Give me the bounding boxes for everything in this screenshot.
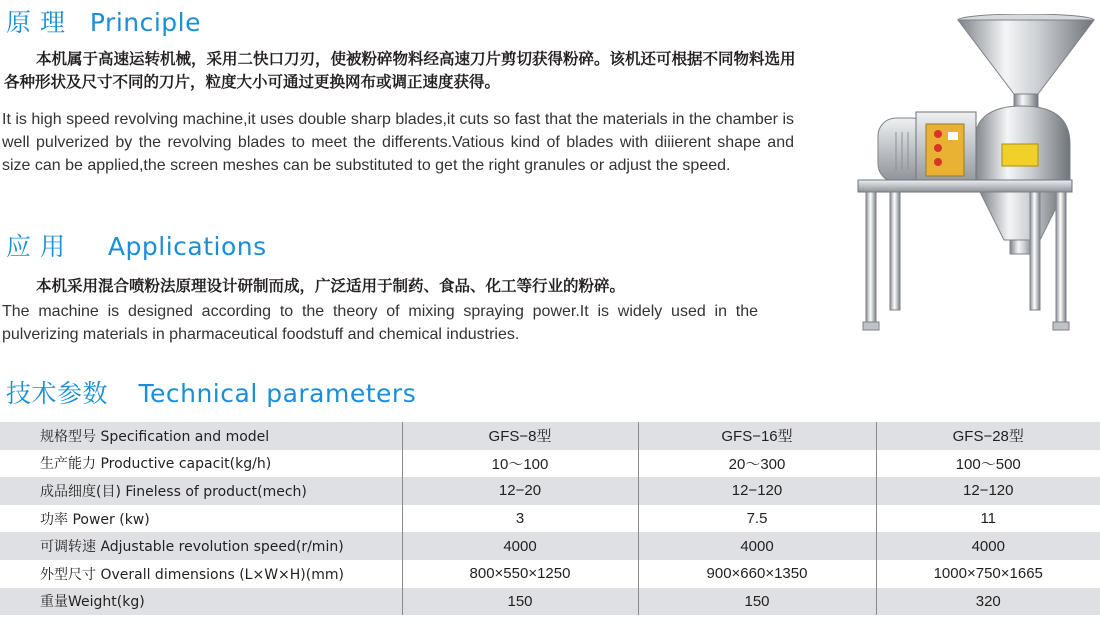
hopper [958,20,1094,94]
row-label: 生产能力 Productive capacit(kg/h) [0,450,402,478]
table-cell: 12−20 [402,477,638,505]
technical-heading-en: Technical parameters [138,379,417,408]
applications-text-cn: 本机采用混合喷粉法原理设计研制而成，广泛适用于制药、食品、化工等行业的粉碎。 [36,277,626,295]
technical-heading [6,374,416,410]
applications-heading [6,227,267,263]
principle-text-cn: 本机属于高速运转机械，采用二快口刀刃，使被粉碎物料经高速刀片剪切获得粉碎。该机还可根据不同物料选用各种形状及尺寸不同的刀片，粒度大小可通过更换网布或调正速度获得。 [4,50,796,91]
table-cell: 4000 [402,532,638,560]
table-cell: 150 [638,588,876,616]
applications-heading-cn: 应 用 [6,232,66,261]
leg-foot [863,322,879,330]
indicator-light-icon [934,130,942,138]
table-cell: GFS−16型 [638,422,876,450]
control-panel [926,124,964,176]
table-cell: 11 [876,505,1100,533]
row-label: 外型尺寸 Overall dimensions (L×W×H)(mm) [0,560,402,588]
principle-heading [6,3,201,39]
table-cell: 4000 [876,532,1100,560]
row-label: 重量Weight(kg) [0,588,402,616]
table-cell: 100～500 [876,450,1100,478]
control-switch [948,132,958,140]
table-cell: 20～300 [638,450,876,478]
principle-heading-en: Principle [89,8,201,37]
table-cell: 320 [876,588,1100,616]
table-cell: 10～100 [402,450,638,478]
pulverizer-machine-image [852,14,1096,334]
applications-text-en: The machine is designed according to the theory of mixing spraying power.It is widely used in the pulverizing materials in pharmaceutical foodstuff and chemical industries. [2,303,758,343]
nameplate [1002,144,1038,166]
table-cell: 12−120 [638,477,876,505]
row-label: 成品细度(目) Fineless of product(mech) [0,477,402,505]
technical-heading-cn: 技术参数 [6,379,109,408]
table-cell: GFS−28型 [876,422,1100,450]
principle-heading-cn: 原 理 [6,8,66,37]
row-label: 规格型号 Specification and model [0,422,402,450]
table-row [0,588,1100,616]
table-leg [1056,192,1066,326]
table-cell: 800×550×1250 [402,560,638,588]
table-leg [1030,192,1040,310]
table-cell: 4000 [638,532,876,560]
table-leg [866,192,876,326]
table-cell: 1000×750×1665 [876,560,1100,588]
table-cell: 12−120 [876,477,1100,505]
table-row [0,505,1100,533]
table-top [858,180,1072,192]
table-row [0,560,1100,588]
table-cell: 150 [402,588,638,616]
discharge-cone [980,192,1064,240]
table-cell: 900×660×1350 [638,560,876,588]
applications-heading-en: Applications [107,232,267,261]
table-cell: GFS−8型 [402,422,638,450]
table-row [0,450,1100,478]
table-row [0,477,1100,505]
table-row [0,532,1100,560]
row-label: 功率 Power (kw) [0,505,402,533]
leg-foot [1053,322,1069,330]
principle-text-en: It is high speed revolving machine,it uses double sharp blades,it cuts so fast that the materials in the chamber is well pulverized by the revolving blades to meet the differents.Vatious kind of blades with diiierent shape and size can be applied,the screen meshes can be substituted to get the right granules or adjust the speed. [2,111,794,174]
indicator-light-icon [934,158,942,166]
table-leg [890,192,900,310]
row-label: 可调转速 Adjustable revolution speed(r/min) [0,532,402,560]
parameters-table [0,422,1100,615]
indicator-light-icon [934,144,942,152]
table-cell: 7.5 [638,505,876,533]
table-cell: 3 [402,505,638,533]
table-row [0,422,1100,450]
